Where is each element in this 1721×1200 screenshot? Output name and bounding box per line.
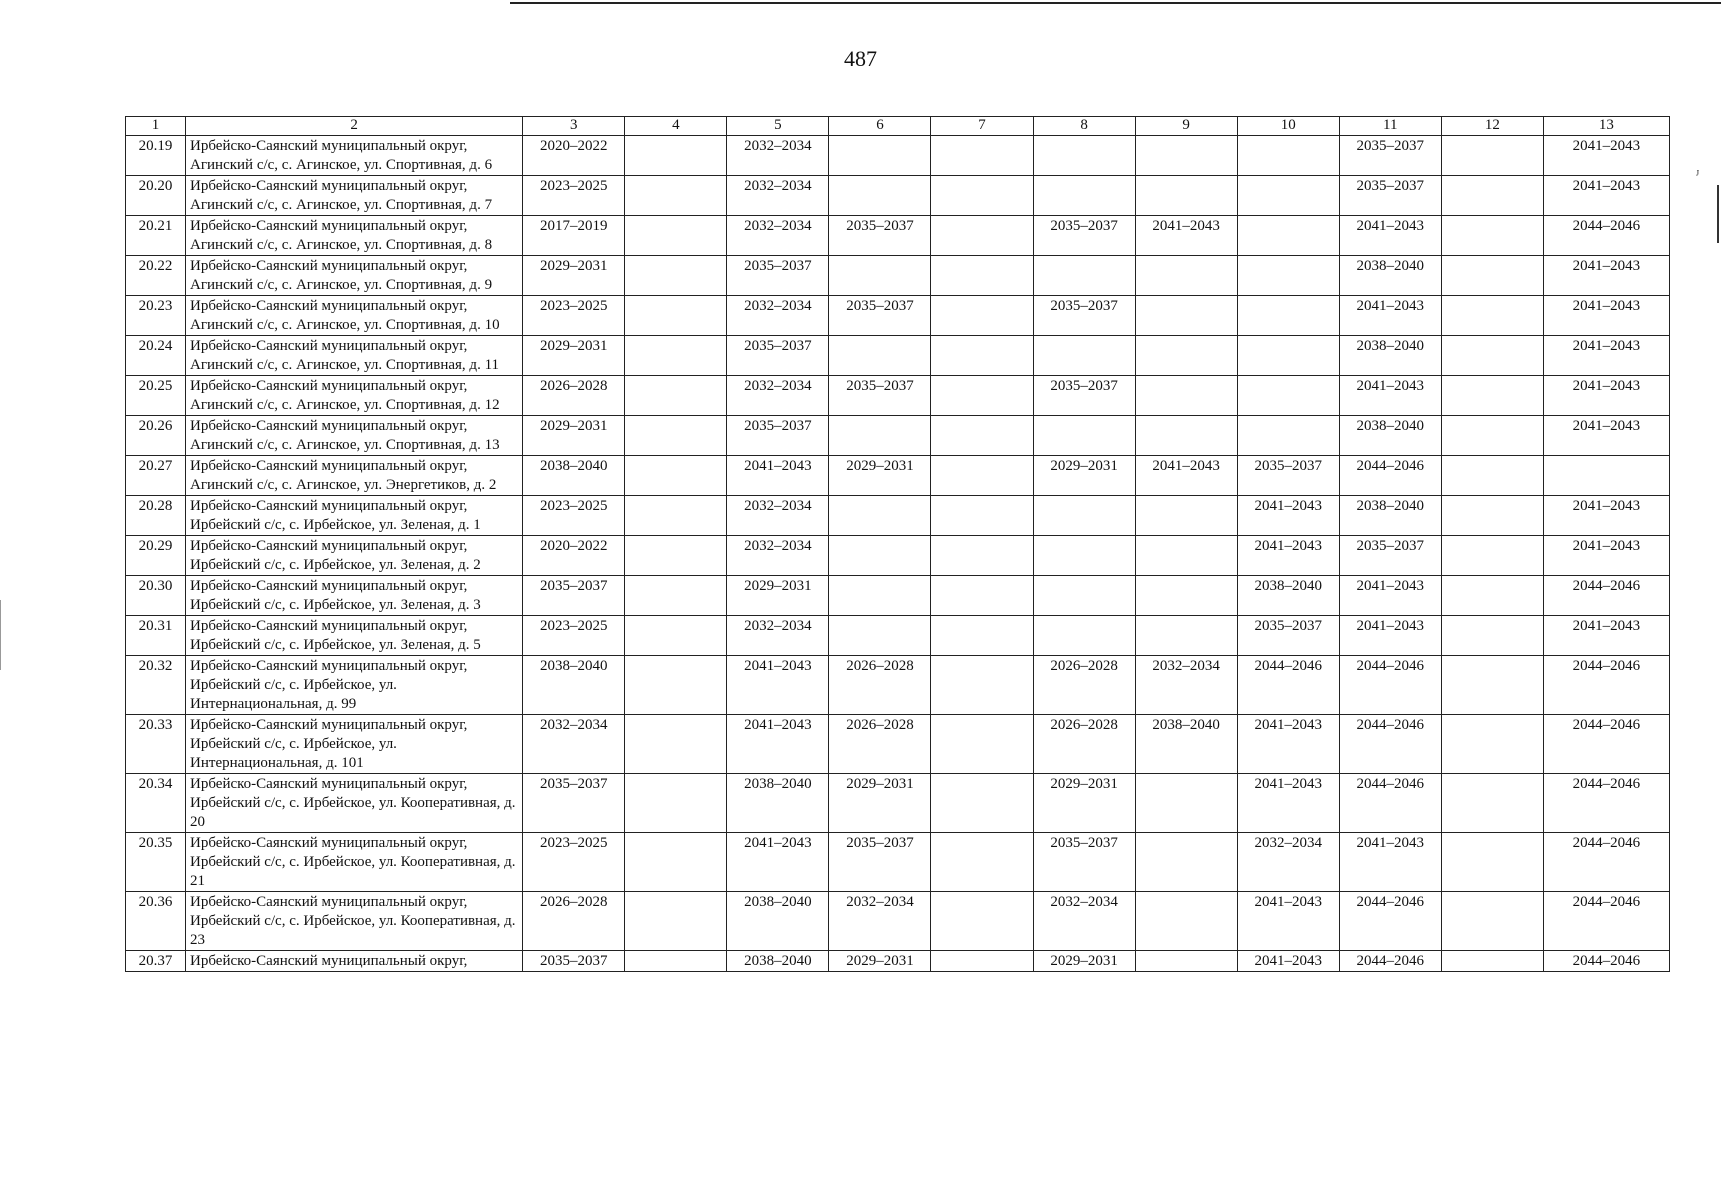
period-cell	[1135, 336, 1237, 376]
period-cell	[1135, 951, 1237, 972]
period-cell	[1135, 616, 1237, 656]
period-cell: 2026–2028	[523, 376, 625, 416]
period-cell	[931, 296, 1033, 336]
period-cell	[931, 576, 1033, 616]
period-cell: 2032–2034	[523, 715, 625, 774]
period-cell: 2041–2043	[727, 656, 829, 715]
period-cell	[1441, 376, 1543, 416]
period-cell: 2023–2025	[523, 616, 625, 656]
period-cell	[625, 616, 727, 656]
period-cell	[829, 416, 931, 456]
period-cell	[1237, 176, 1339, 216]
address-cell: Ирбейско-Саянский муниципальный округ, Агинский с/с, с. Агинское, ул. Спортивная, д. 9	[186, 256, 523, 296]
row-number-cell: 20.34	[126, 774, 186, 833]
period-cell	[1033, 256, 1135, 296]
period-cell	[931, 892, 1033, 951]
period-cell: 2044–2046	[1543, 576, 1669, 616]
period-cell: 2038–2040	[727, 892, 829, 951]
row-number-cell: 20.28	[126, 496, 186, 536]
period-cell: 2041–2043	[1237, 892, 1339, 951]
period-cell: 2029–2031	[829, 456, 931, 496]
period-cell: 2038–2040	[1339, 496, 1441, 536]
period-cell: 2044–2046	[1543, 774, 1669, 833]
period-cell: 2029–2031	[829, 951, 931, 972]
column-header-4: 4	[625, 117, 727, 136]
row-number-cell: 20.30	[126, 576, 186, 616]
period-cell: 2035–2037	[523, 951, 625, 972]
row-number-cell: 20.26	[126, 416, 186, 456]
period-cell: 2026–2028	[829, 656, 931, 715]
row-number-cell: 20.36	[126, 892, 186, 951]
row-number-cell: 20.37	[126, 951, 186, 972]
period-cell: 2032–2034	[727, 616, 829, 656]
period-cell: 2041–2043	[1237, 774, 1339, 833]
period-cell	[1135, 256, 1237, 296]
period-cell: 2041–2043	[1543, 616, 1669, 656]
schedule-table	[125, 116, 1670, 972]
period-cell: 2035–2037	[727, 256, 829, 296]
period-cell: 2035–2037	[523, 576, 625, 616]
address-cell: Ирбейско-Саянский муниципальный округ, Ирбейский с/с, с. Ирбейское, ул. Зеленая, д. 5	[186, 616, 523, 656]
table-row	[126, 576, 1670, 616]
period-cell	[625, 416, 727, 456]
address-cell: Ирбейско-Саянский муниципальный округ, Ирбейский с/с, с. Ирбейское, ул. Зеленая, д. 3	[186, 576, 523, 616]
period-cell	[931, 136, 1033, 176]
period-cell: 2032–2034	[1033, 892, 1135, 951]
period-cell: 2041–2043	[727, 715, 829, 774]
period-cell: 2041–2043	[1237, 951, 1339, 972]
period-cell	[829, 136, 931, 176]
table-row	[126, 176, 1670, 216]
period-cell: 2035–2037	[1033, 216, 1135, 256]
period-cell	[1543, 456, 1669, 496]
row-number-cell: 20.24	[126, 336, 186, 376]
table-row	[126, 376, 1670, 416]
period-cell: 2038–2040	[523, 456, 625, 496]
period-cell: 2041–2043	[1135, 216, 1237, 256]
period-cell	[931, 376, 1033, 416]
period-cell: 2041–2043	[1543, 336, 1669, 376]
period-cell	[1441, 536, 1543, 576]
table-row	[126, 833, 1670, 892]
period-cell: 2032–2034	[727, 376, 829, 416]
row-number-cell: 20.22	[126, 256, 186, 296]
period-cell	[625, 176, 727, 216]
address-cell: Ирбейско-Саянский муниципальный округ, Ирбейский с/с, с. Ирбейское, ул. Зеленая, д. 1	[186, 496, 523, 536]
period-cell: 2026–2028	[523, 892, 625, 951]
period-cell	[931, 176, 1033, 216]
period-cell	[625, 376, 727, 416]
period-cell: 2032–2034	[727, 136, 829, 176]
period-cell	[625, 256, 727, 296]
period-cell: 2041–2043	[1543, 176, 1669, 216]
period-cell: 2035–2037	[829, 376, 931, 416]
period-cell	[931, 715, 1033, 774]
period-cell	[829, 336, 931, 376]
column-header-2: 2	[186, 117, 523, 136]
column-header-13: 13	[1543, 117, 1669, 136]
row-number-cell: 20.25	[126, 376, 186, 416]
period-cell: 2041–2043	[1135, 456, 1237, 496]
period-cell: 2041–2043	[1237, 496, 1339, 536]
table-row	[126, 456, 1670, 496]
address-cell: Ирбейско-Саянский муниципальный округ, Агинский с/с, с. Агинское, ул. Энергетиков, д. 2	[186, 456, 523, 496]
table-row	[126, 616, 1670, 656]
period-cell: 2026–2028	[1033, 715, 1135, 774]
period-cell: 2044–2046	[1543, 216, 1669, 256]
period-cell	[1441, 715, 1543, 774]
period-cell: 2041–2043	[1543, 536, 1669, 576]
period-cell: 2035–2037	[1339, 136, 1441, 176]
period-cell: 2032–2034	[727, 296, 829, 336]
table-row	[126, 715, 1670, 774]
period-cell	[931, 496, 1033, 536]
period-cell: 2026–2028	[829, 715, 931, 774]
period-cell	[1135, 833, 1237, 892]
table-row	[126, 774, 1670, 833]
table-row	[126, 416, 1670, 456]
address-cell: Ирбейско-Саянский муниципальный округ, Ирбейский с/с, с. Ирбейское, ул. Зеленая, д. 2	[186, 536, 523, 576]
period-cell: 2032–2034	[727, 536, 829, 576]
period-cell: 2038–2040	[1339, 256, 1441, 296]
period-cell	[1033, 176, 1135, 216]
period-cell	[1441, 892, 1543, 951]
row-number-cell: 20.19	[126, 136, 186, 176]
period-cell: 2044–2046	[1339, 715, 1441, 774]
period-cell: 2020–2022	[523, 136, 625, 176]
period-cell	[1237, 296, 1339, 336]
period-cell	[1441, 616, 1543, 656]
period-cell: 2029–2031	[523, 416, 625, 456]
period-cell	[1135, 376, 1237, 416]
period-cell	[625, 576, 727, 616]
address-cell: Ирбейско-Саянский муниципальный округ, Агинский с/с, с. Агинское, ул. Спортивная, д. 11	[186, 336, 523, 376]
period-cell: 2044–2046	[1339, 951, 1441, 972]
table-row	[126, 336, 1670, 376]
period-cell	[1441, 456, 1543, 496]
period-cell: 2041–2043	[1339, 216, 1441, 256]
period-cell: 2044–2046	[1543, 951, 1669, 972]
period-cell	[625, 774, 727, 833]
period-cell	[931, 774, 1033, 833]
period-cell	[1033, 536, 1135, 576]
address-cell: Ирбейско-Саянский муниципальный округ, Ирбейский с/с, с. Ирбейское, ул. Интернациональная, д. 99	[186, 656, 523, 715]
period-cell	[1135, 774, 1237, 833]
period-cell: 2041–2043	[1543, 256, 1669, 296]
period-cell: 2044–2046	[1543, 892, 1669, 951]
table-row	[126, 296, 1670, 336]
period-cell	[625, 216, 727, 256]
period-cell	[1237, 336, 1339, 376]
period-cell	[625, 136, 727, 176]
period-cell	[829, 536, 931, 576]
period-cell: 2041–2043	[1543, 496, 1669, 536]
table-row	[126, 951, 1670, 972]
period-cell: 2041–2043	[1339, 576, 1441, 616]
period-cell: 2038–2040	[727, 951, 829, 972]
column-header-11: 11	[1339, 117, 1441, 136]
period-cell	[625, 951, 727, 972]
period-cell: 2044–2046	[1339, 456, 1441, 496]
period-cell: 2035–2037	[727, 336, 829, 376]
period-cell: 2029–2031	[523, 256, 625, 296]
period-cell: 2044–2046	[1339, 892, 1441, 951]
period-cell: 2035–2037	[1033, 296, 1135, 336]
period-cell	[931, 833, 1033, 892]
period-cell	[931, 536, 1033, 576]
table-row	[126, 136, 1670, 176]
period-cell	[625, 656, 727, 715]
period-cell: 2044–2046	[1339, 774, 1441, 833]
address-cell: Ирбейско-Саянский муниципальный округ, Ирбейский с/с, с. Ирбейское, ул. Кооперативная, д. 23	[186, 892, 523, 951]
period-cell: 2029–2031	[1033, 774, 1135, 833]
period-cell	[1237, 416, 1339, 456]
period-cell: 2035–2037	[829, 296, 931, 336]
page-number: 487	[844, 46, 877, 71]
period-cell: 2032–2034	[727, 496, 829, 536]
period-cell	[931, 951, 1033, 972]
period-cell	[625, 496, 727, 536]
side-margin-glyph: ᴶ	[1696, 167, 1700, 182]
period-cell: 2023–2025	[523, 176, 625, 216]
period-cell: 2035–2037	[523, 774, 625, 833]
address-cell: Ирбейско-Саянский муниципальный округ, Агинский с/с, с. Агинское, ул. Спортивная, д. 10	[186, 296, 523, 336]
period-cell: 2041–2043	[1237, 715, 1339, 774]
address-cell: Ирбейско-Саянский муниципальный округ, Агинский с/с, с. Агинское, ул. Спортивная, д. 7	[186, 176, 523, 216]
period-cell: 2044–2046	[1543, 833, 1669, 892]
address-cell: Ирбейско-Саянский муниципальный округ, Агинский с/с, с. Агинское, ул. Спортивная, д. 8	[186, 216, 523, 256]
period-cell	[1441, 833, 1543, 892]
period-cell: 2035–2037	[1339, 536, 1441, 576]
period-cell	[1135, 296, 1237, 336]
period-cell	[931, 456, 1033, 496]
table-body	[126, 136, 1670, 972]
column-header-10: 10	[1237, 117, 1339, 136]
row-number-cell: 20.23	[126, 296, 186, 336]
period-cell: 2041–2043	[1543, 376, 1669, 416]
period-cell	[1033, 576, 1135, 616]
period-cell: 2035–2037	[1237, 616, 1339, 656]
period-cell: 2026–2028	[1033, 656, 1135, 715]
period-cell: 2029–2031	[829, 774, 931, 833]
period-cell	[625, 456, 727, 496]
period-cell	[931, 336, 1033, 376]
period-cell: 2035–2037	[1033, 833, 1135, 892]
address-cell: Ирбейско-Саянский муниципальный округ, Агинский с/с, с. Агинское, ул. Спортивная, д. 6	[186, 136, 523, 176]
period-cell: 2041–2043	[1543, 136, 1669, 176]
row-number-cell: 20.20	[126, 176, 186, 216]
table-row	[126, 216, 1670, 256]
period-cell: 2035–2037	[1033, 376, 1135, 416]
period-cell	[1441, 136, 1543, 176]
period-cell: 2044–2046	[1339, 656, 1441, 715]
period-cell	[1441, 336, 1543, 376]
column-header-1: 1	[126, 117, 186, 136]
period-cell	[931, 616, 1033, 656]
period-cell	[1441, 296, 1543, 336]
period-cell: 2041–2043	[1543, 416, 1669, 456]
period-cell: 2032–2034	[829, 892, 931, 951]
period-cell: 2041–2043	[1339, 296, 1441, 336]
period-cell: 2029–2031	[1033, 951, 1135, 972]
period-cell: 2029–2031	[523, 336, 625, 376]
address-cell: Ирбейско-Саянский муниципальный округ, Агинский с/с, с. Агинское, ул. Спортивная, д. 13	[186, 416, 523, 456]
row-number-cell: 20.32	[126, 656, 186, 715]
period-cell: 2041–2043	[1237, 536, 1339, 576]
table-row	[126, 656, 1670, 715]
period-cell	[1237, 216, 1339, 256]
period-cell	[625, 336, 727, 376]
row-number-cell: 20.31	[126, 616, 186, 656]
period-cell: 2038–2040	[523, 656, 625, 715]
side-margin-mark	[1717, 185, 1719, 243]
period-cell	[829, 496, 931, 536]
period-cell: 2038–2040	[1135, 715, 1237, 774]
column-header-5: 5	[727, 117, 829, 136]
period-cell: 2020–2022	[523, 536, 625, 576]
period-cell	[1237, 136, 1339, 176]
row-number-cell: 20.35	[126, 833, 186, 892]
period-cell	[1237, 256, 1339, 296]
period-cell	[1135, 176, 1237, 216]
period-cell	[1237, 376, 1339, 416]
period-cell	[931, 416, 1033, 456]
period-cell: 2023–2025	[523, 833, 625, 892]
period-cell	[1033, 416, 1135, 456]
period-cell	[829, 256, 931, 296]
address-cell: Ирбейско-Саянский муниципальный округ, Ирбейский с/с, с. Ирбейское, ул. Кооперативная, д. 20	[186, 774, 523, 833]
period-cell: 2038–2040	[1237, 576, 1339, 616]
column-header-8: 8	[1033, 117, 1135, 136]
period-cell: 2041–2043	[1543, 296, 1669, 336]
period-cell	[1135, 892, 1237, 951]
column-header-6: 6	[829, 117, 931, 136]
period-cell	[1033, 616, 1135, 656]
column-header-3: 3	[523, 117, 625, 136]
period-cell	[625, 715, 727, 774]
period-cell	[1441, 656, 1543, 715]
address-cell: Ирбейско-Саянский муниципальный округ, Ирбейский с/с, с. Ирбейское, ул. Интернациональная, д. 101	[186, 715, 523, 774]
row-number-cell: 20.21	[126, 216, 186, 256]
period-cell: 2029–2031	[727, 576, 829, 616]
period-cell	[1135, 136, 1237, 176]
period-cell: 2023–2025	[523, 296, 625, 336]
period-cell	[829, 176, 931, 216]
period-cell	[1033, 136, 1135, 176]
period-cell: 2035–2037	[1237, 456, 1339, 496]
period-cell: 2041–2043	[727, 456, 829, 496]
row-number-cell: 20.29	[126, 536, 186, 576]
table-row	[126, 536, 1670, 576]
period-cell: 2041–2043	[1339, 376, 1441, 416]
period-cell	[625, 833, 727, 892]
period-cell: 2041–2043	[1339, 616, 1441, 656]
period-cell: 2038–2040	[727, 774, 829, 833]
period-cell: 2044–2046	[1543, 656, 1669, 715]
period-cell	[1135, 416, 1237, 456]
row-number-cell: 20.27	[126, 456, 186, 496]
period-cell	[1441, 951, 1543, 972]
address-cell: Ирбейско-Саянский муниципальный округ, Агинский с/с, с. Агинское, ул. Спортивная, д. 12	[186, 376, 523, 416]
period-cell	[625, 892, 727, 951]
period-cell	[1441, 176, 1543, 216]
period-cell	[1441, 416, 1543, 456]
period-cell	[829, 576, 931, 616]
period-cell	[829, 616, 931, 656]
period-cell	[1441, 576, 1543, 616]
address-cell: Ирбейско-Саянский муниципальный округ, Ирбейский с/с, с. Ирбейское, ул. Кооперативная, д. 21	[186, 833, 523, 892]
period-cell: 2017–2019	[523, 216, 625, 256]
period-cell	[1135, 496, 1237, 536]
period-cell: 2038–2040	[1339, 336, 1441, 376]
address-cell: Ирбейско-Саянский муниципальный округ,	[186, 951, 523, 972]
period-cell: 2023–2025	[523, 496, 625, 536]
header-row	[126, 117, 1670, 136]
period-cell	[1033, 336, 1135, 376]
period-cell: 2032–2034	[1237, 833, 1339, 892]
period-cell	[1033, 496, 1135, 536]
period-cell: 2044–2046	[1237, 656, 1339, 715]
period-cell: 2044–2046	[1543, 715, 1669, 774]
period-cell: 2041–2043	[1339, 833, 1441, 892]
period-cell: 2032–2034	[727, 216, 829, 256]
period-cell	[1441, 774, 1543, 833]
period-cell	[1441, 496, 1543, 536]
period-cell: 2041–2043	[727, 833, 829, 892]
column-header-7: 7	[931, 117, 1033, 136]
period-cell	[625, 536, 727, 576]
row-number-cell: 20.33	[126, 715, 186, 774]
period-cell	[1441, 216, 1543, 256]
table-row	[126, 892, 1670, 951]
period-cell	[931, 656, 1033, 715]
left-margin-mark	[0, 600, 1, 670]
period-cell: 2029–2031	[1033, 456, 1135, 496]
column-header-12: 12	[1441, 117, 1543, 136]
period-cell	[1135, 536, 1237, 576]
table-row	[126, 256, 1670, 296]
period-cell	[931, 256, 1033, 296]
period-cell: 2035–2037	[727, 416, 829, 456]
period-cell: 2038–2040	[1339, 416, 1441, 456]
period-cell: 2032–2034	[727, 176, 829, 216]
top-rule	[510, 2, 1721, 4]
period-cell: 2035–2037	[829, 216, 931, 256]
period-cell	[1441, 256, 1543, 296]
period-cell: 2032–2034	[1135, 656, 1237, 715]
table-row	[126, 496, 1670, 536]
period-cell: 2035–2037	[1339, 176, 1441, 216]
period-cell	[931, 216, 1033, 256]
column-header-9: 9	[1135, 117, 1237, 136]
period-cell	[1135, 576, 1237, 616]
period-cell: 2035–2037	[829, 833, 931, 892]
period-cell	[625, 296, 727, 336]
